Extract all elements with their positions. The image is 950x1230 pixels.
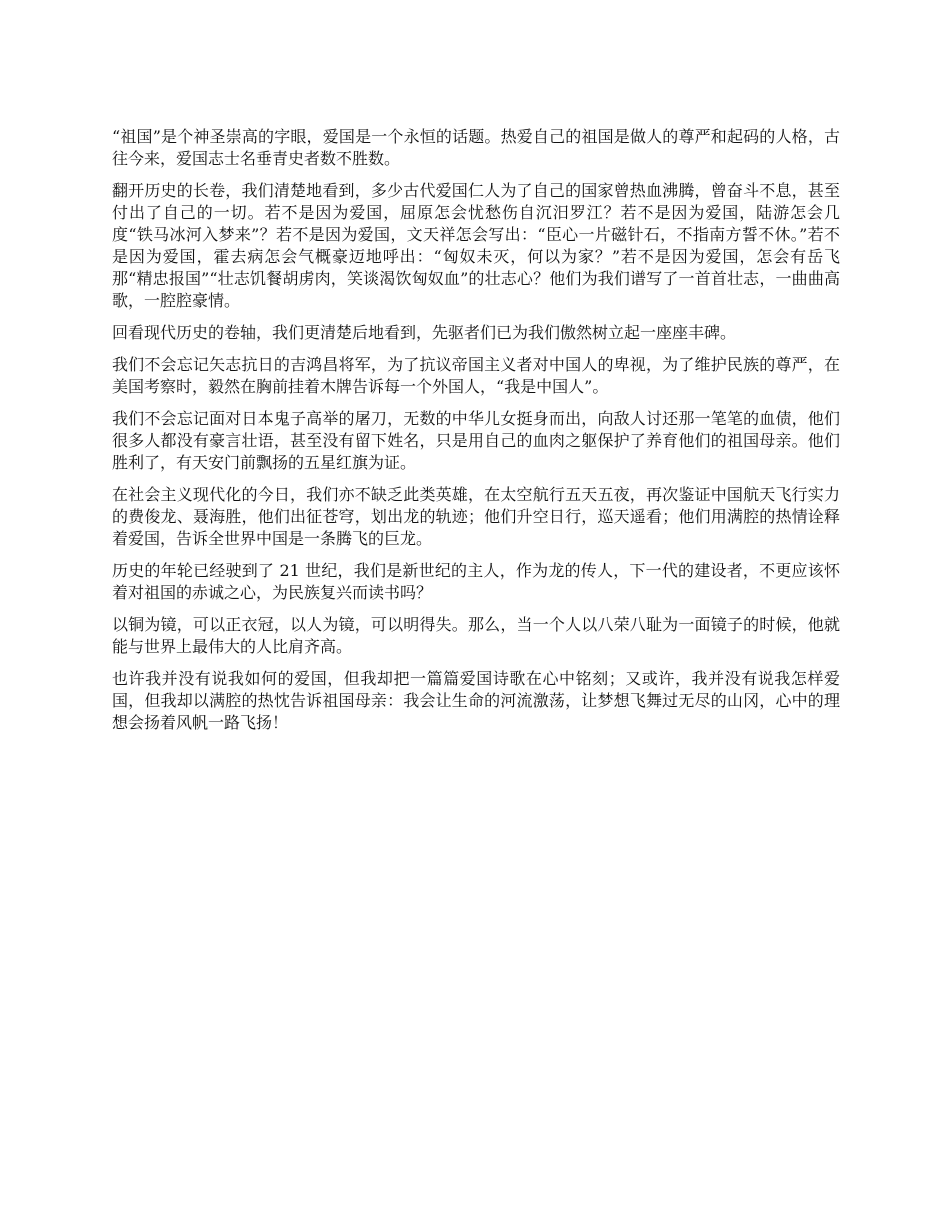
- document-body: [112, 126, 840, 744]
- paragraph-3: 回看现代历史的卷轴，我们更清楚后地看到，先驱者们已为我们傲然树立起一座座丰碑。: [112, 323, 737, 342]
- paragraph-4: 我们不会忘记矢志抗日的吉鸿昌将军，为了抗议帝国主义者对中国人的卑视，为了维护民族的尊严，在美国考察时，毅然在胸前挂着木牌告诉每一个外国人，“我是中国人”。: [112, 355, 840, 396]
- paragraph-6: 在社会主义现代化的今日，我们亦不缺乏此类英雄，在太空航行五天五夜，再次鉴证中国航天飞行实力的费俊龙、聂海胜，他们出征苍穹，划出龙的轨迹；他们升空日行，巡天遥看；他们用满腔的热情诠释着爱国，告诉全世界中国是一条腾飞的巨龙。: [112, 485, 840, 548]
- paragraph-7: 历史的年轮已经驶到了 21 世纪，我们是新世纪的主人，作为龙的传人，下一代的建设者，不更应该怀着对祖国的赤诚之心，为民族复兴而读书吗？: [112, 561, 840, 602]
- paragraph-2: 翻开历史的长卷，我们清楚地看到，多少古代爱国仁人为了自己的国家曾热血沸腾，曾奋斗不息，甚至付出了自己的一切。若不是因为爱国，屈原怎会忧愁伤自沉汨罗江？若不是因为爱国，陆游怎会几度“铁马冰河入梦来”？若不是因为爱国，文天祥怎会写出：“臣心一片磁针石，不指南方誓不休。”若不是因为爱国，霍去病怎会气概豪迈地呼出：“匈奴未灭，何以为家？”若不是因为爱国，怎会有岳飞那“精忠报国”“壮志饥餐胡虏肉，笑谈渴饮匈奴血”的壮志心？他们为我们谱写了一首首壮志，一曲曲高歌，一腔腔豪情。: [112, 181, 840, 310]
- paragraph-5: 我们不会忘记面对日本鬼子高举的屠刀，无数的中华儿女挺身而出，向敌人讨还那一笔笔的血债，他们很多人都没有豪言壮语，甚至没有留下姓名，只是用自己的血肉之躯保护了养育他们的祖国母亲。他们胜利了，有天安门前飘扬的五星红旗为证。: [112, 409, 840, 472]
- paragraph-8: 以铜为镜，可以正衣冠，以人为镜，可以明得失。那么，当一个人以八荣八耻为一面镜子的时候，他就能与世界上最伟大的人比肩齐高。: [112, 615, 840, 656]
- paragraph-9: 也许我并没有说我如何的爱国，但我却把一篇篇爱国诗歌在心中铭刻；又或许，我并没有说我怎样爱国，但我却以满腔的热忱告诉祖国母亲：我会让生命的河流激荡，让梦想飞舞过无尽的山冈，心中的理想会扬着风帆一路飞扬！: [112, 669, 840, 732]
- paragraph-1: “祖国”是个神圣崇高的字眼，爱国是一个永恒的话题。热爱自己的祖国是做人的尊严和起码的人格，古往今来，爱国志士名垂青史者数不胜数。: [112, 127, 840, 168]
